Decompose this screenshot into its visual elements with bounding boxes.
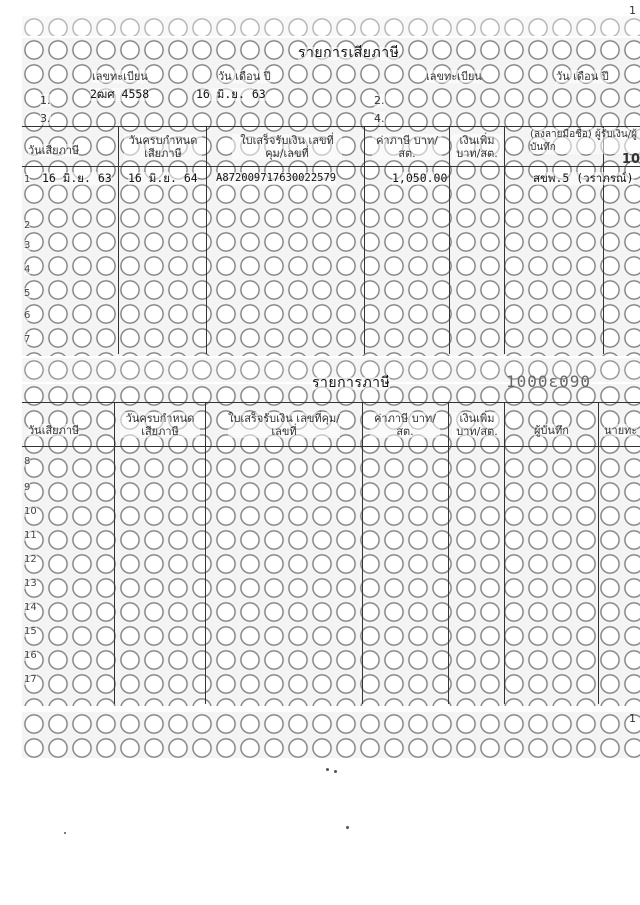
stamp-number: 1000ɛ090	[506, 372, 592, 391]
margin-mark: 10	[621, 152, 640, 167]
table1-row-number: 6	[24, 310, 31, 321]
table2-col-divider	[362, 402, 363, 704]
entry-number: 1.	[40, 94, 51, 107]
table1-row-number: 4	[24, 264, 31, 275]
table2-row-number: 12	[24, 554, 37, 565]
header-surcharge: เงินเพิ่ม บาท/สต.	[452, 412, 502, 438]
section2-title: รายการภาษี	[312, 375, 391, 391]
table1-row-number: 2	[24, 220, 31, 231]
row1-officer: สขพ.5 (วราภรณ์)	[533, 171, 634, 185]
table2-col-divider	[504, 402, 505, 704]
registration-label-2: เลขทะเบียน	[426, 70, 482, 83]
header-receipt: ใบเสร็จรับเงิน เลขที่คุม/เลขที่	[228, 412, 340, 438]
table2-row-number: 10	[24, 506, 37, 517]
scan-speck	[346, 826, 349, 829]
table1-col-divider	[603, 126, 604, 354]
table1-col-divider	[449, 126, 450, 354]
table2-col-divider	[205, 402, 206, 704]
header-due-date: วันครบกำหนด เสียภาษี	[120, 412, 200, 438]
entry-number: 2.	[374, 94, 385, 107]
table2-row-number: 9	[24, 482, 31, 493]
header-officer: (ลงลายมือชื่อ) ผู้รับเงิน/ผู้บันทึก	[530, 128, 640, 154]
section1-title: รายการเสียภาษี	[298, 45, 400, 61]
table2-row-number: 16	[24, 650, 37, 661]
entry-number: 3.	[40, 112, 51, 125]
header-receipt: ใบเสร็จรับเงิน เลขที่คุม/เลขที่	[232, 134, 342, 160]
registration-label-1: เลขทะเบียน	[92, 70, 148, 83]
table1-row-number: 7	[24, 334, 31, 345]
header-registrar: นายทะ	[604, 424, 638, 437]
entry-plate: 2ฒศ 4558	[90, 87, 150, 101]
table2-row-number: 17	[24, 674, 37, 685]
table2-col-divider	[114, 402, 115, 704]
header-tax: ค่าภาษี บาท/สต.	[370, 412, 440, 438]
table1-col-divider	[118, 126, 119, 354]
entry-date: 16 มิ.ย. 63	[196, 87, 266, 101]
table1-col-divider	[364, 126, 365, 354]
table1-header-border	[22, 166, 640, 167]
row1-receipt: A872009717630022579	[216, 172, 337, 184]
table2-col-divider	[448, 402, 449, 704]
table2-row-number: 11	[24, 530, 37, 541]
header-pay-date: วันเสียภาษี	[28, 144, 80, 157]
table2-row-number: 15	[24, 626, 37, 637]
table2-row-number: 14	[24, 602, 37, 613]
header-due-date: วันครบกำหนด เสียภาษี	[124, 134, 202, 160]
header-recorder: ผู้บันทึก	[534, 424, 569, 437]
section1-guilloche	[22, 38, 640, 356]
header-pay-date: วันเสียภาษี	[28, 424, 80, 437]
table2-row-number: 13	[24, 578, 37, 589]
margin-mark: 1	[629, 712, 636, 725]
scan-speck	[326, 768, 329, 771]
header-tax: ค่าภาษี บาท/สต.	[372, 134, 442, 160]
table1-col-divider	[504, 126, 505, 354]
top-guilloche-band	[22, 16, 640, 36]
scan-speck	[64, 832, 66, 834]
header-surcharge: เงินเพิ่ม บาท/สต.	[452, 134, 502, 160]
table1-row-number: 3	[24, 240, 31, 251]
table1-col-divider	[206, 126, 207, 354]
table2-row-number: 8	[24, 456, 31, 467]
date-label-2: วัน เดือน ปี	[556, 70, 609, 83]
scan-speck	[334, 770, 337, 773]
bottom-guilloche-band	[22, 712, 640, 758]
table1-row-number: 1	[24, 174, 31, 185]
table1-row-number: 5	[24, 288, 31, 299]
row1-tax: 1,050.00	[392, 171, 448, 185]
table2-col-divider	[598, 402, 599, 704]
row1-due-date: 16 มิ.ย. 64	[128, 171, 198, 185]
date-label-1: วัน เดือน ปี	[218, 70, 271, 83]
margin-mark: 1	[629, 4, 636, 17]
entry-number: 4.	[374, 112, 385, 125]
row1-pay-date: 16 มิ.ย. 63	[42, 171, 112, 185]
